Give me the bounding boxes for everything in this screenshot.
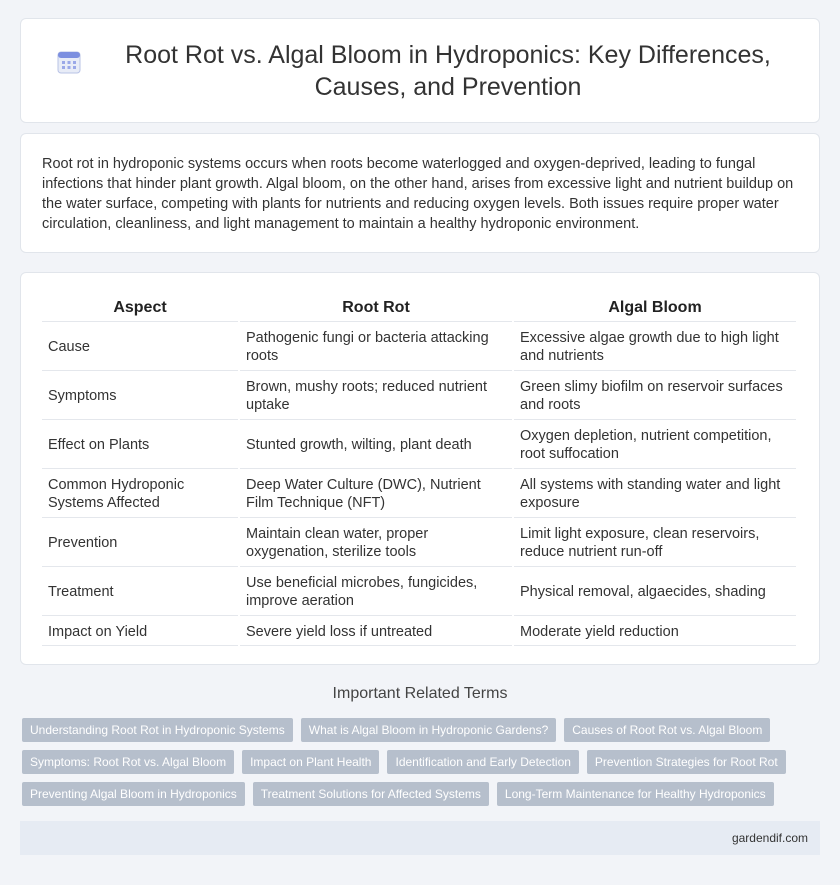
table-cell: Moderate yield reduction [514, 618, 796, 646]
table-cell: Treatment [42, 569, 238, 616]
related-term-tag[interactable]: Identification and Early Detection [387, 750, 578, 774]
comparison-table [40, 293, 798, 648]
table-row [42, 324, 796, 371]
footer [20, 821, 820, 855]
column-header: Algal Bloom [514, 295, 796, 322]
page-title: Root Rot vs. Algal Bloom in Hydroponics: Key Differences, Causes, and Prevention [125, 40, 771, 101]
table-row [42, 618, 796, 646]
related-term-tag[interactable]: Prevention Strategies for Root Rot [587, 750, 786, 774]
table-cell: Deep Water Culture (DWC), Nutrient Film Technique (NFT) [240, 471, 512, 518]
related-term-tag[interactable]: What is Algal Bloom in Hydroponic Gardens? [301, 718, 556, 742]
table-cell: Pathogenic fungi or bacteria attacking roots [240, 324, 512, 371]
related-term-tag[interactable]: Impact on Plant Health [242, 750, 379, 774]
table-cell: Symptoms [42, 373, 238, 420]
table-row [42, 422, 796, 469]
intro-card [20, 133, 820, 253]
calendar-icon [56, 49, 82, 75]
header-card [20, 18, 820, 123]
table-cell: Impact on Yield [42, 618, 238, 646]
table-row [42, 569, 796, 616]
table-header-row [42, 295, 796, 322]
table-cell: Oxygen depletion, nutrient competition, root suffocation [514, 422, 796, 469]
related-term-tag[interactable]: Treatment Solutions for Affected Systems [253, 782, 489, 806]
table-row [42, 471, 796, 518]
table-cell: Physical removal, algaecides, shading [514, 569, 796, 616]
table-cell: Maintain clean water, proper oxygenation, sterilize tools [240, 520, 512, 567]
table-cell: Cause [42, 324, 238, 371]
comparison-card [20, 272, 820, 665]
table-row [42, 520, 796, 567]
related-terms-list [22, 718, 822, 814]
related-term-tag[interactable]: Preventing Algal Bloom in Hydroponics [22, 782, 245, 806]
table-cell: Use beneficial microbes, fungicides, improve aeration [240, 569, 512, 616]
table-cell: Excessive algae growth due to high light and nutrients [514, 324, 796, 371]
table-cell: Effect on Plants [42, 422, 238, 469]
table-cell: All systems with standing water and light exposure [514, 471, 796, 518]
table-cell: Green slimy biofilm on reservoir surfaces and roots [514, 373, 796, 420]
related-term-tag[interactable]: Long-Term Maintenance for Healthy Hydroponics [497, 782, 774, 806]
column-header: Aspect [42, 295, 238, 322]
intro-text: Root rot in hydroponic systems occurs when roots become waterlogged and oxygen-deprived, leading to fungal infections that hinder plant growth. Algal bloom, on the other hand, arises from excessive light and nutrient buildup on the water surface, competing with plants for nutrients and reducing oxygen levels. Both issues require proper water circulation, cleanliness, and light management to maintain a healthy hydroponic environment. [42, 156, 794, 232]
table-cell: Prevention [42, 520, 238, 567]
column-header: Root Rot [240, 295, 512, 322]
related-term-tag[interactable]: Understanding Root Rot in Hydroponic Systems [22, 718, 293, 742]
related-term-tag[interactable]: Symptoms: Root Rot vs. Algal Bloom [22, 750, 234, 774]
table-cell: Brown, mushy roots; reduced nutrient uptake [240, 373, 512, 420]
related-terms-heading: Important Related Terms [332, 685, 508, 702]
table-cell: Common Hydroponic Systems Affected [42, 471, 238, 518]
table-cell: Stunted growth, wilting, plant death [240, 422, 512, 469]
site-name[interactable]: gardendif.com [731, 831, 808, 845]
related-term-tag[interactable]: Causes of Root Rot vs. Algal Bloom [564, 718, 770, 742]
table-row [42, 373, 796, 420]
table-cell: Severe yield loss if untreated [240, 618, 512, 646]
table-cell: Limit light exposure, clean reservoirs, reduce nutrient run-off [514, 520, 796, 567]
